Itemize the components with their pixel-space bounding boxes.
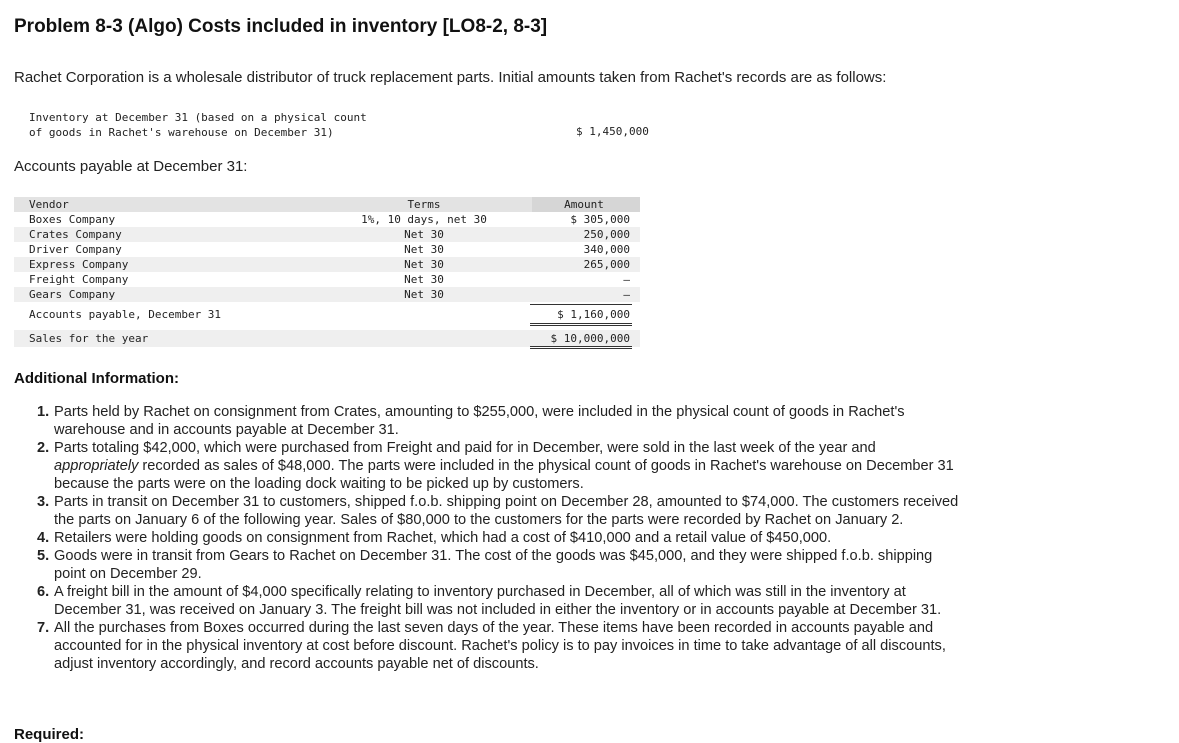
- terms-header: Terms: [407, 198, 441, 211]
- sales-double-rule: [530, 346, 632, 349]
- accounts-payable-total-row: [14, 306, 640, 323]
- table-row: [14, 287, 640, 302]
- item-number: 5.: [37, 548, 50, 564]
- vendor-cell: Express Company: [29, 258, 129, 271]
- item-text: Parts in transit on December 31 to customers, shipped f.o.b. shipping point on December 28, amounted to $74,000. The customers received the parts on January 6 of the following year. Sales of $80,000 to the customers for the parts were recorded by Rachet on January 2.: [54, 494, 959, 528]
- vendor-cell: Driver Company: [29, 243, 122, 256]
- amount-cell: –: [623, 288, 630, 301]
- terms-cell: Net 30: [404, 243, 444, 256]
- table-row: [14, 272, 640, 287]
- amount-header: Amount: [564, 198, 604, 211]
- total-double-rule: [530, 323, 632, 326]
- total-amount: $ 1,160,000: [557, 308, 630, 321]
- sales-amount: $ 10,000,000: [550, 332, 630, 345]
- table-row: [14, 242, 640, 257]
- item-number: 7.: [37, 620, 50, 636]
- item-text: Retailers were holding goods on consignment from Rachet, which had a cost of $410,000 and a retail value of $450,000.: [54, 530, 832, 546]
- table-row: [14, 212, 640, 227]
- intro-text: Rachet Corporation is a wholesale distributor of truck replacement parts. Initial amounts taken from Rachet's records are as follows:: [14, 69, 887, 86]
- item-text: Parts held by Rachet on consignment from Crates, amounting to $255,000, were included in the physical count of goods in Rachet's warehouse and in accounts payable at December 31.: [54, 404, 905, 438]
- item-number: 6.: [37, 584, 50, 600]
- item-number: 1.: [37, 404, 50, 420]
- inventory-label-line1: Inventory at December 31 (based on a physical count: [29, 111, 367, 124]
- terms-cell: Net 30: [404, 258, 444, 271]
- item-text-part-a: Parts totaling $42,000, which were purchased from Freight and paid for in December, were sold in the last week of the year and: [54, 440, 876, 456]
- item-number: 2.: [37, 440, 50, 456]
- accounts-payable-heading: Accounts payable at December 31:: [14, 158, 248, 175]
- terms-cell: Net 30: [404, 288, 444, 301]
- vendor-cell: Boxes Company: [29, 213, 116, 226]
- total-label: Accounts payable, December 31: [29, 308, 222, 321]
- vendor-header: Vendor: [29, 198, 69, 211]
- sales-row: [14, 330, 640, 347]
- amount-cell: –: [623, 273, 630, 286]
- accounts-payable-table: [14, 197, 640, 302]
- amount-cell: 250,000: [583, 228, 630, 241]
- page-title: Problem 8-3 (Algo) Costs included in inventory [LO8-2, 8-3]: [14, 16, 548, 37]
- inventory-label: [29, 110, 367, 140]
- table-row: [14, 257, 640, 272]
- vendor-cell: Gears Company: [29, 288, 116, 301]
- sales-label: Sales for the year: [29, 332, 149, 345]
- additional-information-heading: Additional Information:: [14, 370, 179, 387]
- subtotal-rule: [530, 304, 632, 305]
- item-number: 3.: [37, 494, 50, 510]
- table-row: [14, 227, 640, 242]
- list-item: [37, 493, 959, 529]
- amount-cell: $ 305,000: [570, 213, 630, 226]
- item-text: A freight bill in the amount of $4,000 specifically relating to inventory purchased in December, all of which was still in the inventory at December 31, was received on January 3. The freight bill was not included in either the inventory or in accounts payable at December 31.: [54, 584, 942, 618]
- list-item: [37, 403, 959, 439]
- terms-cell: Net 30: [404, 273, 444, 286]
- amount-cell: 265,000: [583, 258, 630, 271]
- item-text-part-b: recorded as sales of $48,000. The parts were included in the physical count of goods in Rachet's warehouse on December 31 because the parts were on the loading dock waiting to be picked up by customers.: [54, 458, 954, 492]
- list-item: [37, 583, 959, 619]
- list-item: [37, 547, 959, 583]
- amount-cell: 340,000: [583, 243, 630, 256]
- vendor-cell: Crates Company: [29, 228, 122, 241]
- additional-information-list: [37, 403, 959, 673]
- list-item: [37, 619, 959, 673]
- item-text-emphasis: appropriately: [54, 458, 139, 474]
- required-heading-cutoff: Required:: [14, 726, 85, 743]
- inventory-label-line2: of goods in Rachet's warehouse on December 31): [29, 126, 334, 139]
- item-number: 4.: [37, 530, 50, 546]
- list-item: [37, 529, 959, 547]
- table-header-row: [14, 197, 640, 212]
- list-item: [37, 439, 959, 493]
- item-text: Goods were in transit from Gears to Rachet on December 31. The cost of the goods was $45,000, and they were shipped f.o.b. shipping point on December 29.: [54, 548, 933, 582]
- item-text: All the purchases from Boxes occurred during the last seven days of the year. These items have been recorded in accounts payable and accounted for in the physical inventory at cost before discount. Rachet's policy is to pay invoices in time to take advantage of all discounts, adjust inventory accordingly, and record accounts payable net of discounts.: [54, 620, 946, 672]
- terms-cell: 1%, 10 days, net 30: [361, 213, 487, 226]
- inventory-amount: $ 1,450,000: [576, 125, 649, 138]
- vendor-cell: Freight Company: [29, 273, 129, 286]
- terms-cell: Net 30: [404, 228, 444, 241]
